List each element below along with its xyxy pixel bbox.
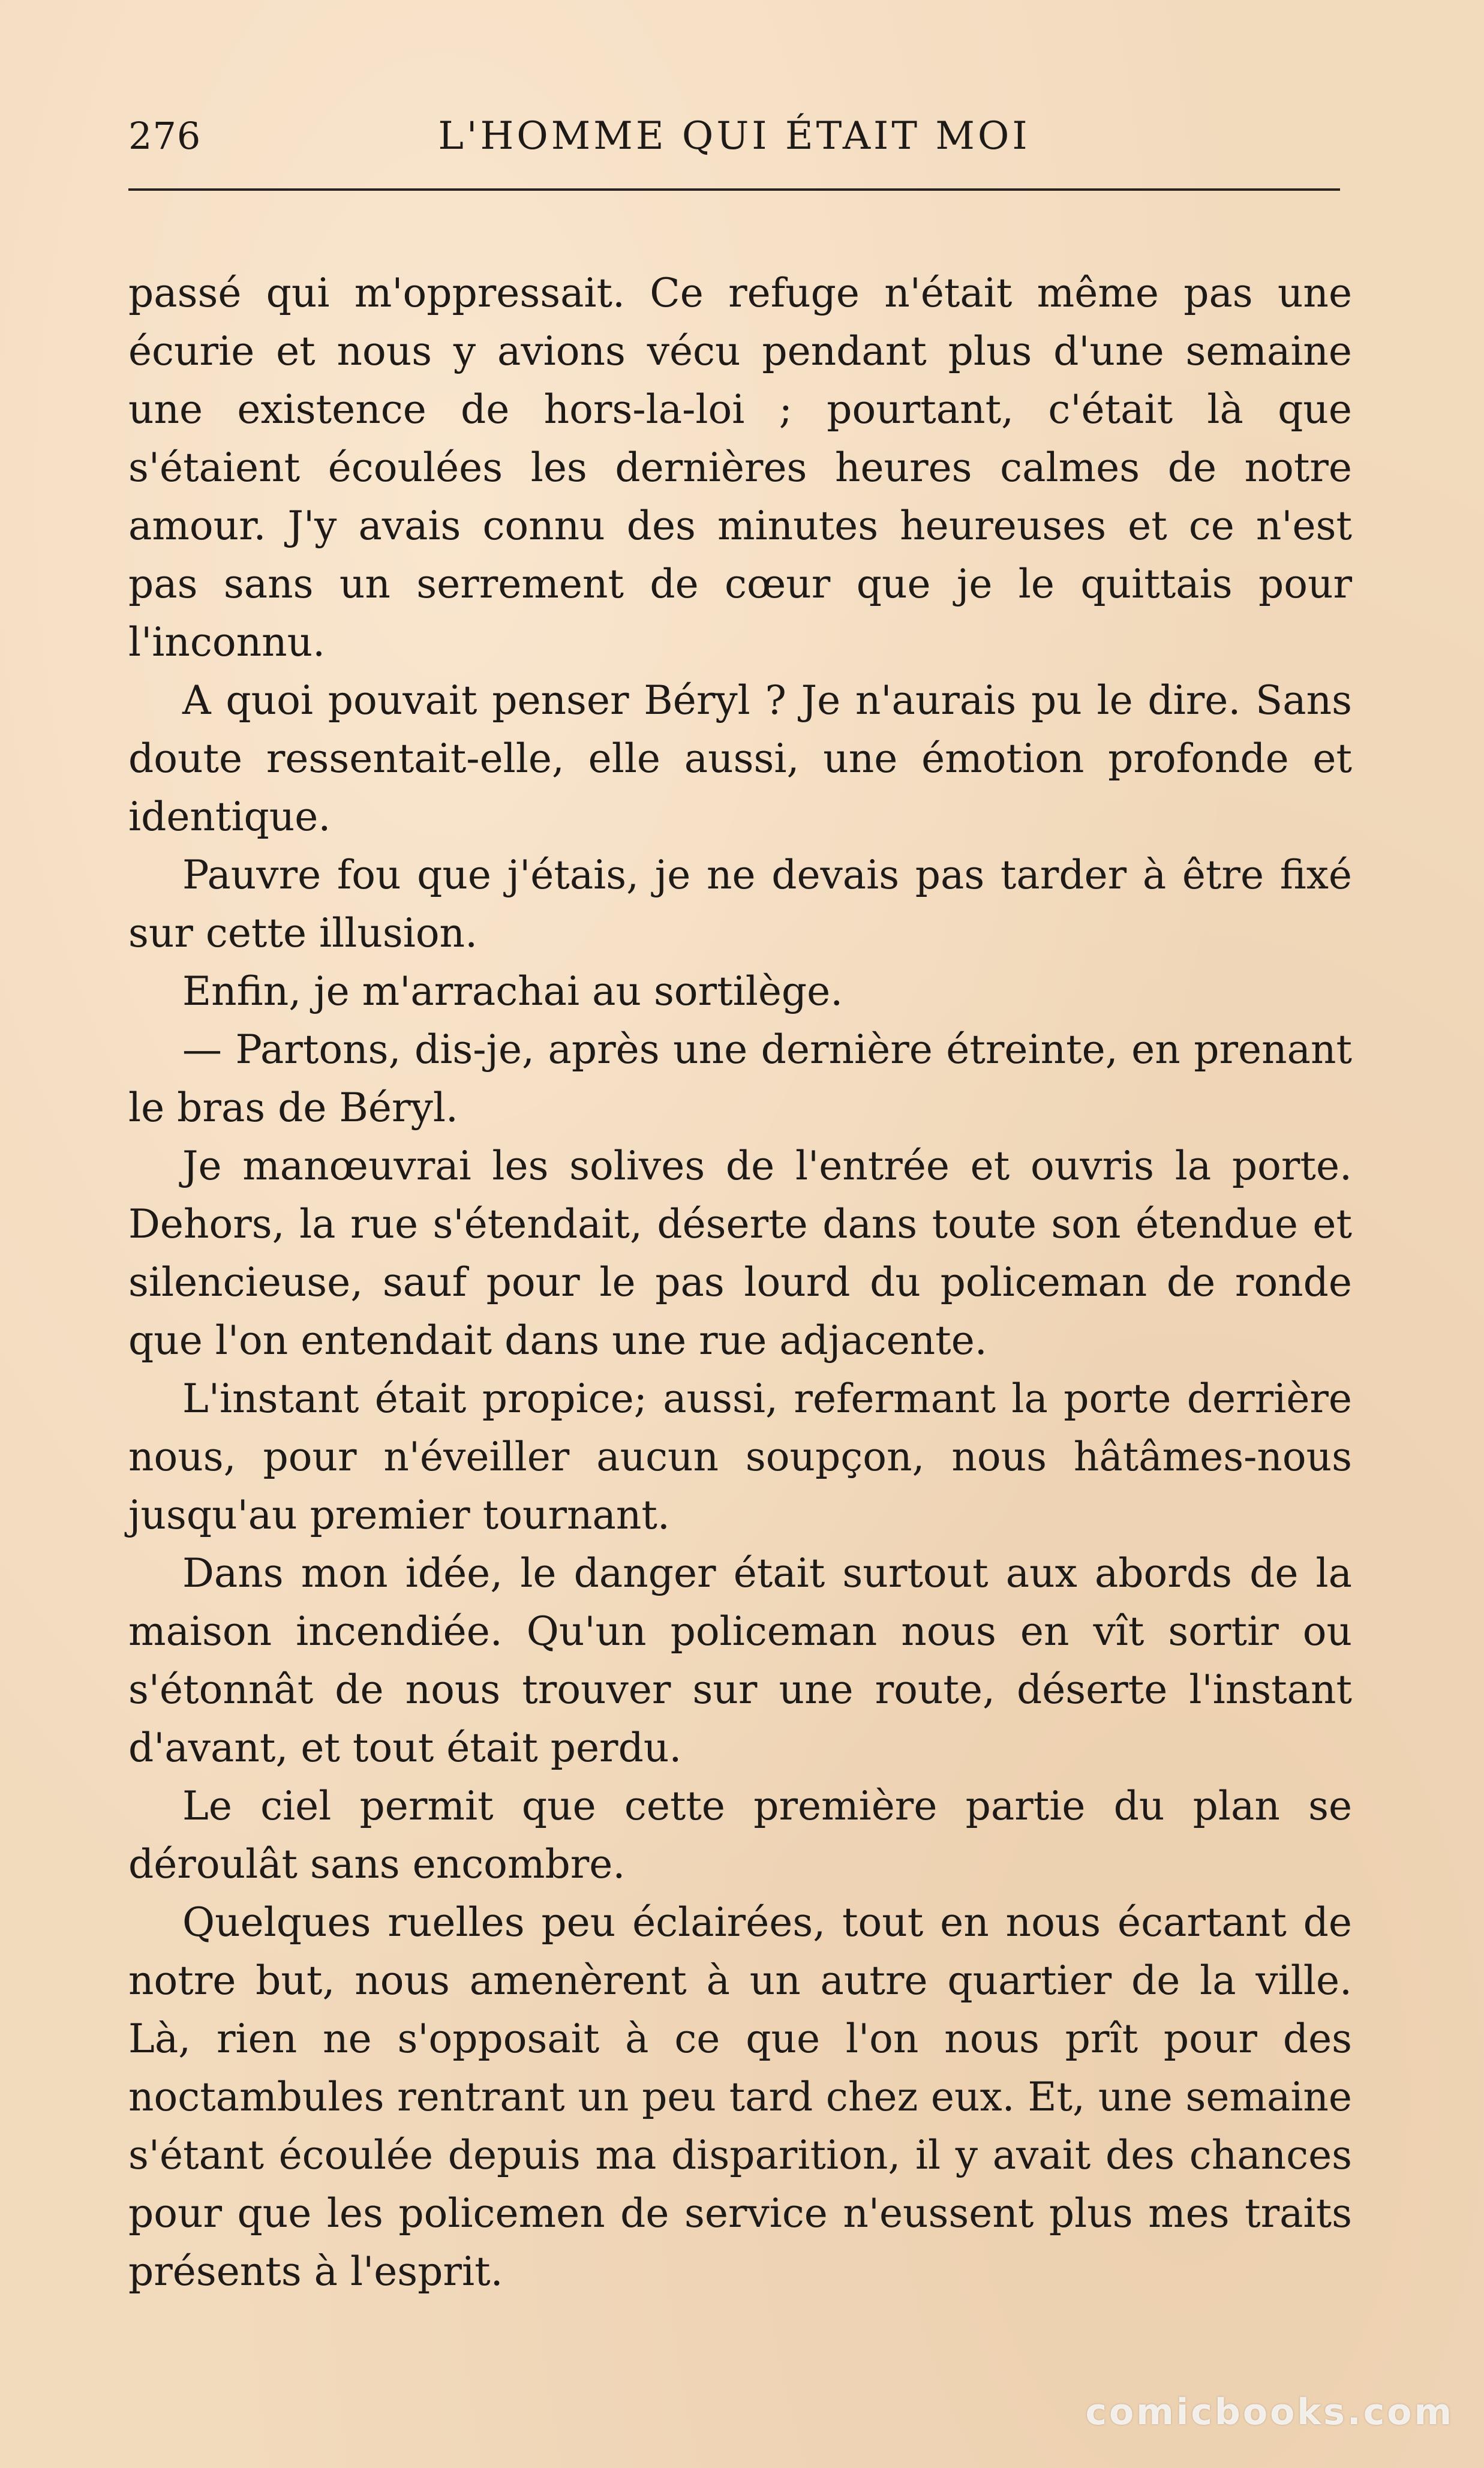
paragraph: Je manœuvrai les solives de l'entrée et ouvris la porte. Dehors, la rue s'étendait, déserte dans toute son étendue et silencieuse, sauf pour le pas lourd du policeman de ronde que l'on entendait dans une rue adjacente. [128,1143,1352,1364]
paragraph: Enfin, je m'arrachai au sortilège. [182,968,843,1014]
paragraph: passé qui m'oppressait. Ce refuge n'était même pas une écurie et nous y avions vécu pendant plus d'une semaine une existence de hors-la-loi ; pourtant, c'était là que s'étaient écoulées les dernières heures calmes de notre amour. J'y avais connu des minutes heureuses et ce n'est pas sans un serrement de cœur que je le quittais pour l'inconnu. [128,270,1352,665]
paragraph: Le ciel permit que cette première partie du plan se déroulât sans encombre. [128,1783,1352,1887]
header-divider [128,188,1340,191]
paragraph: Pauvre fou que j'étais, je ne devais pas tarder à être fixé sur cette illusion. [128,852,1352,956]
paragraph: A quoi pouvait penser Béryl ? Je n'aurais pu le dire. Sans doute ressentait-elle, elle aussi, une émotion profonde et identique. [128,677,1352,840]
running-head [128,108,1340,174]
paragraph: — Partons, dis-je, après une dernière étreinte, en prenant le bras de Béryl. [128,1026,1352,1131]
page-header-title: L'HOMME QUI ÉTAIT MOI [438,114,1031,158]
body-text [128,264,1352,2301]
paragraph: Quelques ruelles peu éclairées, tout en nous écartant de notre but, nous amenèrent à un autre quartier de la ville. Là, rien ne s'opposait à ce que l'on nous prît pour des noctambules rentrant un peu tard chez eux. Et, une semaine s'étant écoulée depuis ma disparition, il y avait des chances pour que les policemen de service n'eussent plus mes traits présents à l'esprit. [128,1899,1352,2295]
watermark: comicbooks.com [1085,2391,1454,2433]
page-number: 276 [128,114,202,158]
paragraph: Dans mon idée, le danger était surtout aux abords de la maison incendiée. Qu'un policeman nous en vît sortir ou s'étonnât de nous trouver sur une route, déserte l'instant d'avant, et tout était perdu. [128,1550,1352,1771]
paragraph: L'instant était propice; aussi, refermant la porte derrière nous, pour n'éveiller aucun soupçon, nous hâtâmes-nous jusqu'au premier tournant. [128,1376,1352,1538]
